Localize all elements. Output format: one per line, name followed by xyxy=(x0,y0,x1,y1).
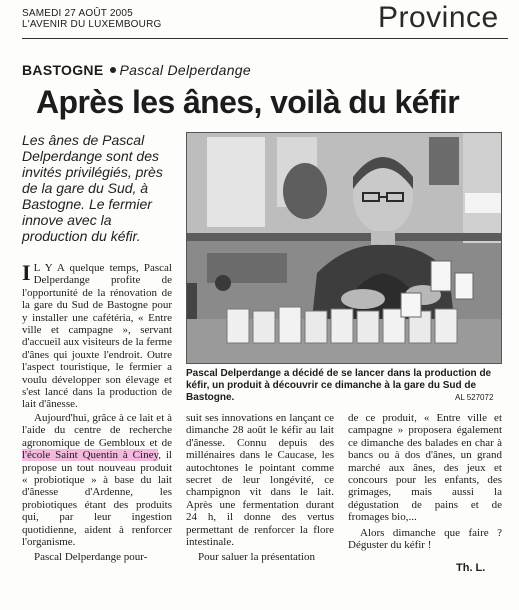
headline: Après les ânes, voilà du kéfir xyxy=(36,84,460,120)
article-photo xyxy=(186,132,502,364)
article-kicker xyxy=(22,62,251,78)
drop-cap: I xyxy=(22,260,31,285)
masthead-rule xyxy=(22,38,508,39)
chapo: Les ânes de Pascal Delperdange sont des invités privilégiés, près de la gare du Sud, à Bastogne. Le fermier innove avec la production du kéfir. xyxy=(22,132,163,244)
paragraph-5: Pour saluer la présentation xyxy=(198,551,315,564)
bullet-icon xyxy=(110,67,116,73)
paragraph-2-start: Aujourd'hui, grâce à ce lait et à l'aide du centre de recherche agronomique de Gembloux et de xyxy=(22,412,172,449)
paragraph-1-text: L Y A quelque temps, Pascal Delperdange profite de l'opportunité de la rénovation de la gare du Sud de Bastogne pour y installer une cafétéria, « Entre ville et campagne », servant d'accueil aux visiteurs de la ferme d'ânes qui jouxte l'endroit. Outre l'aspect touristique, le fermier a voulu développer son élevage et s'est lancé dans la production de lait d'ânesse. xyxy=(22,262,172,411)
paragraph-2 xyxy=(22,412,172,548)
highlighted-text: l'école Saint Quentin à Ciney xyxy=(22,449,159,462)
issue-date: SAMEDI 27 AOÛT 2005 xyxy=(22,8,133,19)
author-signature: Th. L. xyxy=(456,562,486,574)
column-3 xyxy=(348,412,502,554)
column-1-top xyxy=(22,262,172,414)
photo-illustration xyxy=(187,133,502,364)
paragraph-3: Pascal Delperdange pour- xyxy=(34,551,148,564)
section-title: Province xyxy=(378,1,499,34)
kicker-author: Pascal Delperdange xyxy=(119,62,251,78)
kicker-place: BASTOGNE xyxy=(22,62,104,78)
column-1-bottom xyxy=(22,412,172,567)
paragraph-6: de ce produit, « Entre ville et campagne » proposera également ce dimanche des balades en char à bancs ou à dos d'ânes, un grand marché aux ânes, des jeux et concours pour les enfants, des grimages, mais aussi la dégustation de pains et de fromages bio,... xyxy=(348,412,502,524)
newspaper-name: L'AVENIR DU LUXEMBOURG xyxy=(22,19,162,30)
photo-credit: AL 527072 xyxy=(455,393,494,402)
paragraph-1 xyxy=(22,262,172,411)
paragraph-2-end: , il propose un tout nouveau produit « probiotique » à base du lait d'ânesse d'Ardenne, les probiotiques étant des produits qui, par leur ingestion quotidienne, aident à renforcer l'organisme. xyxy=(22,449,172,549)
photo-caption: Pascal Delperdange a décidé de se lancer dans la production de kéfir, un produit à découvrir ce dimanche à la gare du Sud de Bastogne. xyxy=(186,368,492,403)
paragraph-4: suit ses innovations en lançant ce dimanche 28 août le kéfir au lait d'ânesse. Connu depuis des millénaires dans le Caucase, les autochtones le pointant comme secret de leur longévité, ce champignon vit dans le lait. Après une fermentation durant 24 h, il donne des vertus permettant de renforcer la flore intestinale. xyxy=(186,412,334,549)
column-2 xyxy=(186,412,334,567)
paragraph-7: Alors dimanche que faire ? Déguster du kéfir ! xyxy=(348,526,502,552)
